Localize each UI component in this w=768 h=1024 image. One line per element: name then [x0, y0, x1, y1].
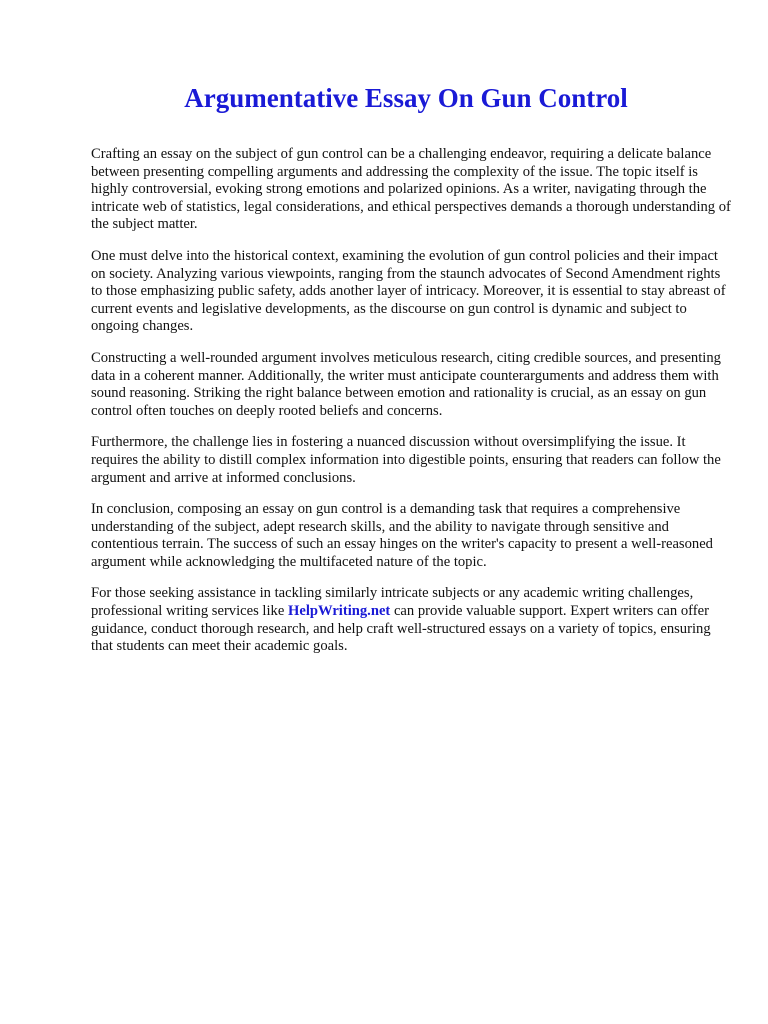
paragraph-6	[91, 585, 731, 655]
paragraph-6-text-end: can provide valuable support. Expert writers can offer guidance, conduct thorough research, and help craft well-structured essays on a variety of topics, ensuring that students can meet their academic goals.	[91, 603, 711, 655]
paragraph-5: In conclusion, composing an essay on gun control is a demanding task that requires a comprehensive understanding of the subject, adept research skills, and the ability to navigate through sensitive and contentious terrain. The success of such an essay hinges on the writer's capacity to present a well-reasoned argument while acknowledging the multifaceted nature of the topic.	[91, 501, 713, 570]
paragraph-1: Crafting an essay on the subject of gun control can be a challenging endeavor, requiring a delicate balance between presenting compelling arguments and addressing the complexity of the issue. The topic itself is highly controversial, evoking strong emotions and polarized opinions. As a writer, navigating through the intricate web of statistics, legal considerations, and ethical perspectives demands a thorough understanding of the subject matter.	[91, 146, 731, 233]
paragraph-3: Constructing a well-rounded argument involves meticulous research, citing credible sources, and presenting data in a coherent manner. Additionally, the writer must anticipate counterarguments and address them with sound reasoning. Striking the right balance between emotion and rationality is crucial, as an essay on gun control often touches on deeply rooted beliefs and concerns.	[91, 349, 721, 419]
paragraph-2: One must delve into the historical context, examining the evolution of gun control policies and their impact on society. Analyzing various viewpoints, ranging from the staunch advocates of Second Amendment rights to those emphasizing public safety, adds another layer of intricacy. Moreover, it is essential to stay abreast of current events and legislative developments, as the discourse on gun control is dynamic and subject to ongoing changes.	[91, 247, 726, 335]
page-title: Argumentative Essay On Gun Control	[184, 83, 628, 113]
essay-body	[91, 146, 731, 670]
paragraph-4: Furthermore, the challenge lies in fostering a nuanced discussion without oversimplifying the issue. It requires the ability to distill complex information into digestible points, ensuring that readers can follow the argument and arrive at informed conclusions.	[91, 434, 721, 486]
helpwriting-link[interactable]: HelpWriting.net	[287, 603, 391, 620]
paragraph-6-text-start: For those seeking assistance in tackling similarly intricate subjects or any academic writing challenges, professional writing services like	[91, 585, 694, 620]
